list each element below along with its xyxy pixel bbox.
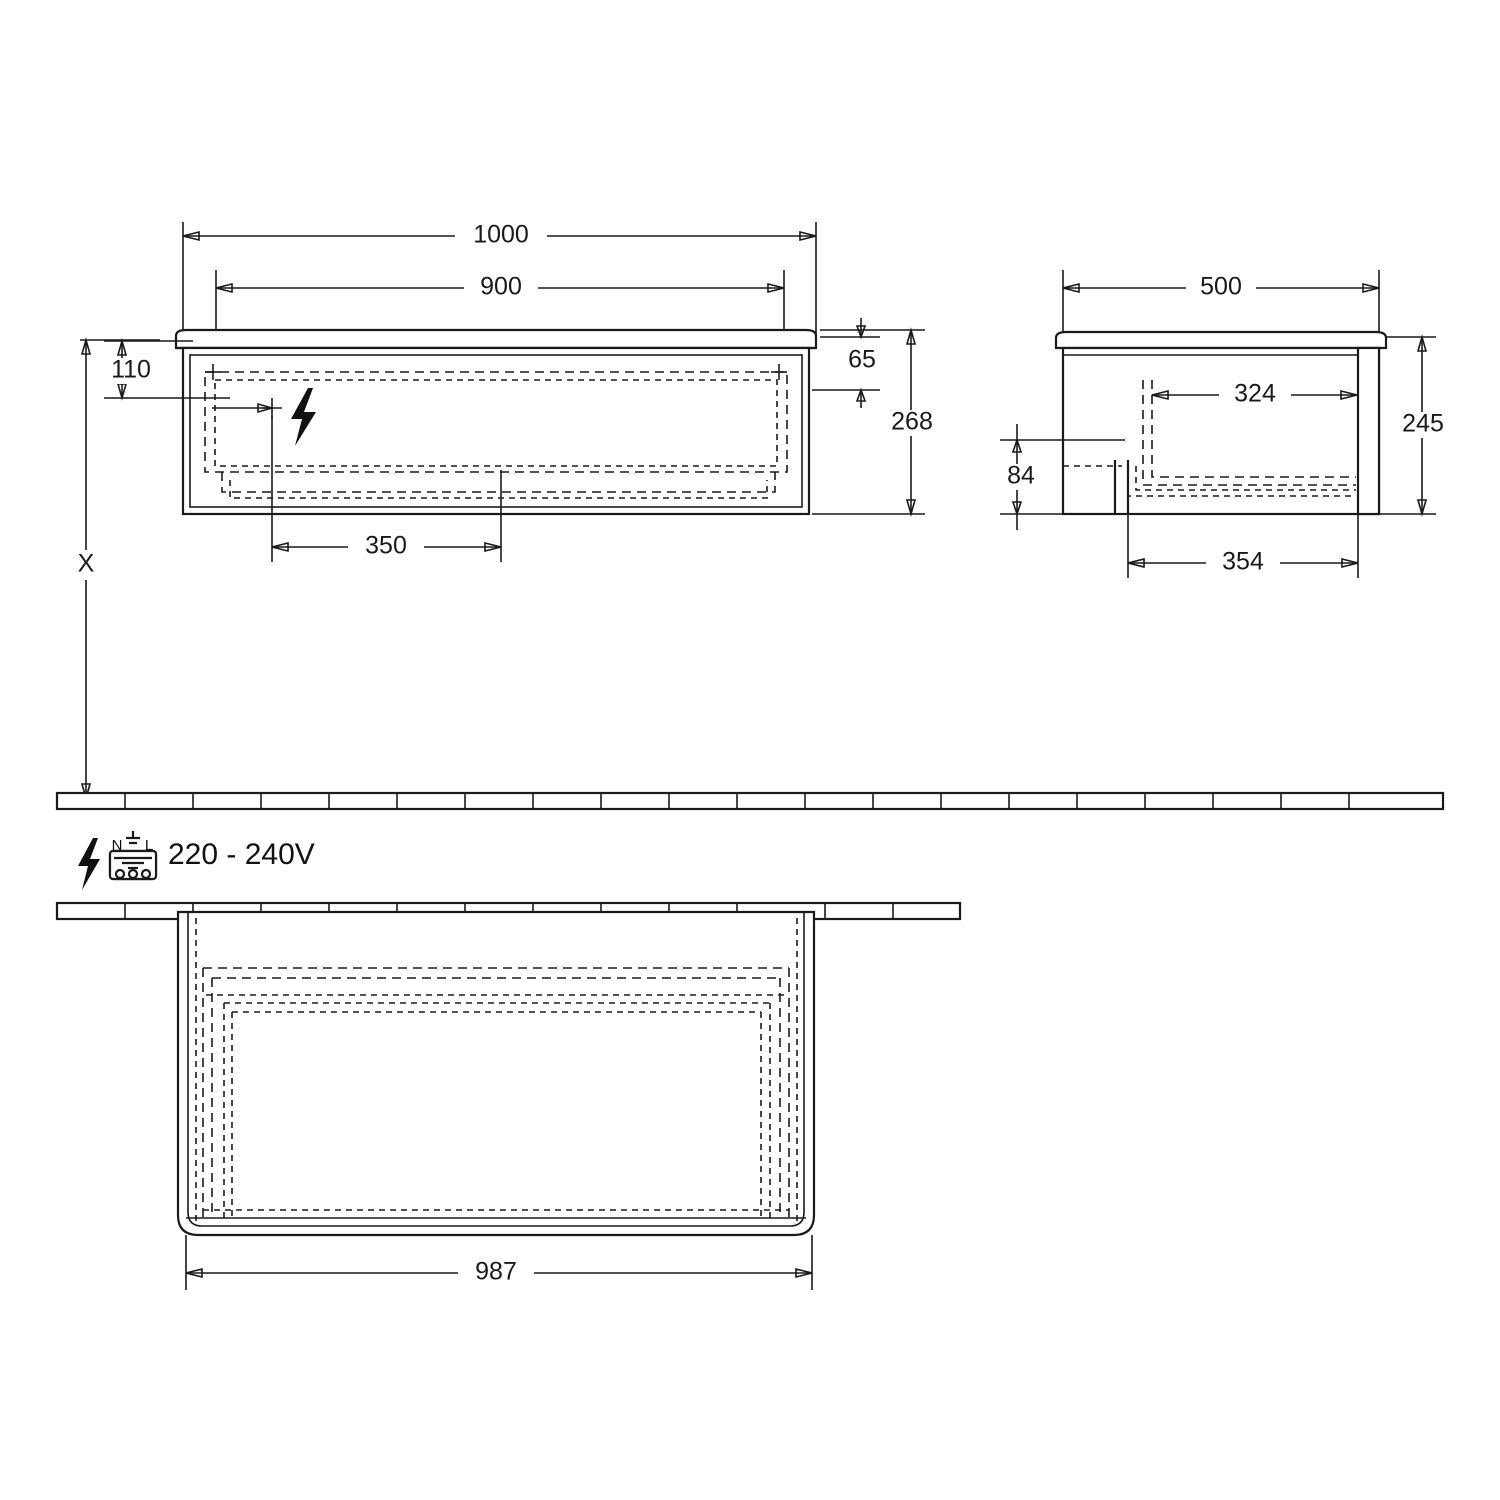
label-354: 354 <box>1222 547 1264 576</box>
label-245: 245 <box>1402 409 1444 438</box>
label-84: 84 <box>1007 461 1035 490</box>
label-268: 268 <box>891 407 933 436</box>
label-voltage: 220 - 240V <box>168 837 315 871</box>
label-terminal-n: N <box>111 836 123 854</box>
bottom-view <box>57 903 960 1290</box>
floor-tile-line-upper <box>57 793 1443 809</box>
label-350: 350 <box>365 531 407 560</box>
label-terminal-l: L <box>144 836 154 854</box>
front-elevation-view <box>66 222 940 798</box>
label-900: 900 <box>480 272 522 301</box>
bottom-cabinet-body <box>178 912 814 1235</box>
label-x: X <box>77 549 95 578</box>
label-987: 987 <box>475 1257 517 1286</box>
terminal-header-marks <box>126 831 140 843</box>
side-cabinet-body <box>1056 332 1386 514</box>
label-1000: 1000 <box>473 220 529 249</box>
side-elevation-view <box>998 270 1450 578</box>
label-500: 500 <box>1200 272 1242 301</box>
label-65: 65 <box>848 345 876 374</box>
label-110: 110 <box>111 355 151 384</box>
legend-lightning-bolt-icon <box>78 838 100 890</box>
label-324: 324 <box>1234 379 1276 408</box>
power-terminal-icon <box>110 851 156 879</box>
